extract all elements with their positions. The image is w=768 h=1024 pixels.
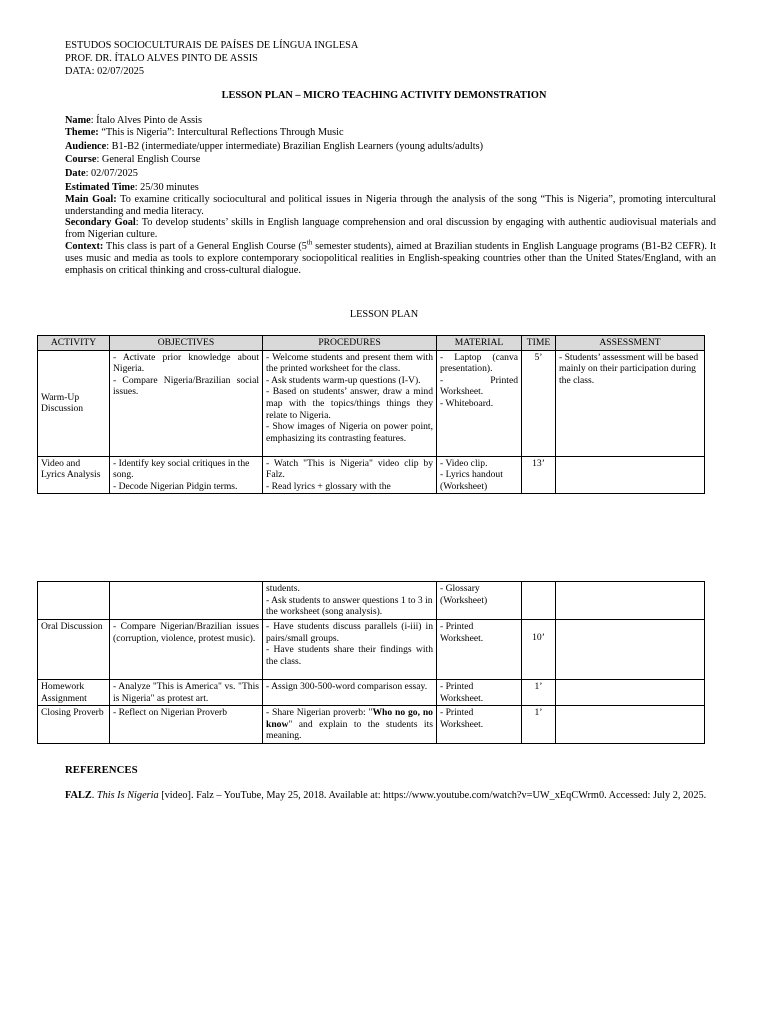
table-row-oral [38, 620, 705, 680]
cell-activity: Closing Proverb [38, 706, 110, 744]
cell-material: - Video clip. - Lyrics handout (Worksheet) [437, 456, 522, 494]
table-row-video [38, 456, 705, 494]
cell-material: - Printed Worksheet. [437, 706, 522, 744]
cell-activity: Oral Discussion [38, 620, 110, 680]
cell-time: 1’ [522, 680, 556, 706]
info-date: Date: 02/07/2025 [65, 168, 138, 180]
lesson-plan-title: LESSON PLAN [349, 309, 419, 320]
table-header-row [38, 336, 705, 351]
cell-material: - Printed Worksheet. [437, 680, 522, 706]
col-header-procedures: PROCEDURES [263, 336, 437, 351]
cell-activity: Video and Lyrics Analysis [38, 456, 110, 494]
col-header-assessment: ASSESSMENT [556, 336, 705, 351]
references-heading: REFERENCES [65, 764, 138, 776]
lesson-plan-table-part-1 [37, 335, 705, 494]
info-name: Name: Ítalo Alves Pinto de Assis [65, 115, 203, 126]
info-main-goal: Main Goal: To examine critically sociocultural and political issues in Nigeria through the analysis of the song “This is Nigeria”, promoting intercultural understanding and media literacy. [65, 193, 716, 217]
col-header-material: MATERIAL [437, 336, 522, 351]
info-theme: Theme: “This is Nigeria”: Intercultural Reflections Through Music [65, 126, 344, 138]
cell-assessment [556, 706, 705, 744]
table-row-homework [38, 680, 705, 706]
lesson-plan-table-part-2 [37, 581, 705, 744]
header-date: DATA: 02/07/2025 [65, 66, 144, 77]
cell-assessment [556, 456, 705, 494]
lesson-info [65, 115, 716, 276]
cell-objectives: - Reflect on Nigerian Proverb [110, 706, 263, 744]
cell-activity [38, 582, 110, 620]
cell-objectives: - Identify key social critiques in the song. - Decode Nigerian Pidgin terms. [110, 456, 263, 494]
cell-objectives: - Compare Nigerian/Brazilian issues (corruption, violence, protest music). [110, 620, 263, 680]
cell-time: 13’ [522, 456, 556, 494]
info-audience: Audience: B1-B2 (intermediate/upper intermediate) Brazilian English Learners (young adults/adults) [65, 140, 484, 152]
table-row-closing [38, 706, 705, 744]
cell-time: 5’ [522, 350, 556, 456]
cell-procedures: - Share Nigerian proverb: "Who no go, no know" and explain to the students its meaning. [263, 706, 437, 744]
cell-procedures: - Have students discuss parallels (i-iii) in pairs/small groups. - Have students share their findings with the class. [263, 620, 437, 680]
col-header-time: TIME [522, 336, 556, 351]
cell-activity: Homework Assignment [38, 680, 110, 706]
cell-time: 1’ [522, 706, 556, 744]
info-secondary-goal: Secondary Goal: To develop students’ skills in English language comprehension and oral discussion by engaging with authentic audiovisual materials and from Nigerian culture. [65, 217, 716, 241]
document-header [65, 39, 358, 78]
info-context: Context: This class is part of a General English Course (5th semester students), aimed at Brazilian students in English Language programs (B1-B2 CEFR). It uses music and media as tools to explore contemporary sociopolitical realities in English-speaking countries other than the United States/England, with an emphasis on critical thinking and cross-cultural dialogue. [65, 238, 717, 276]
cell-procedures: - Assign 300-500-word comparison essay. [263, 680, 437, 706]
cell-objectives: - Activate prior knowledge about Nigeria. - Compare Nigeria/Brazilian social issues. [110, 350, 263, 456]
cell-procedures: students. - Ask students to answer questions 1 to 3 in the worksheet (song analysis). [263, 582, 437, 620]
document-title: LESSON PLAN – MICRO TEACHING ACTIVITY DEMONSTRATION [221, 90, 547, 101]
cell-assessment [556, 582, 705, 620]
col-header-activity: ACTIVITY [38, 336, 110, 351]
cell-material: - Glossary (Worksheet) [437, 582, 522, 620]
info-estimated-time: Estimated Time: 25/30 minutes [65, 181, 199, 193]
cell-objectives [110, 582, 263, 620]
cell-time: 10’ [522, 620, 556, 680]
cell-objectives: - Analyze "This is America" vs. "This is Nigeria" as protest art. [110, 680, 263, 706]
cell-material: - Printed Worksheet. [437, 620, 522, 680]
cell-assessment [556, 680, 705, 706]
cell-activity: Warm-Up Discussion [38, 350, 110, 456]
cell-procedures: - Welcome students and present them with the printed worksheet for the class. - Ask students warm-up questions (I-V). - Based on students’ answer, draw a mind map with the topics/things things they relate to Nigeria. - Show images of Nigeria on power point, emphasizing its contrasting features. [263, 350, 437, 456]
info-course: Course: General English Course [65, 154, 201, 166]
header-professor: PROF. DR. ÍTALO ALVES PINTO DE ASSIS [65, 53, 258, 64]
table-row-video-continued [38, 582, 705, 620]
cell-assessment: - Students’ assessment will be based mainly on their participation during the class. [556, 350, 705, 456]
cell-procedures: - Watch "This is Nigeria" video clip by Falz. - Read lyrics + glossary with the [263, 456, 437, 494]
header-course: ESTUDOS SOCIOCULTURAIS DE PAÍSES DE LÍNGUA INGLESA [65, 40, 359, 51]
cell-time [522, 582, 556, 620]
col-header-objectives: OBJECTIVES [110, 336, 263, 351]
reference-entry: FALZ. This Is Nigeria [video]. Falz – YouTube, May 25, 2018. Available at: https://www.youtube.com/watch?v=UW_xEqCWrm0. Accessed: July 2, 2025. [65, 790, 707, 801]
cell-material: - Laptop (canva presentation). - Printed Worksheet. - Whiteboard. [437, 350, 522, 456]
table-row-warmup [38, 350, 705, 456]
cell-assessment [556, 620, 705, 680]
